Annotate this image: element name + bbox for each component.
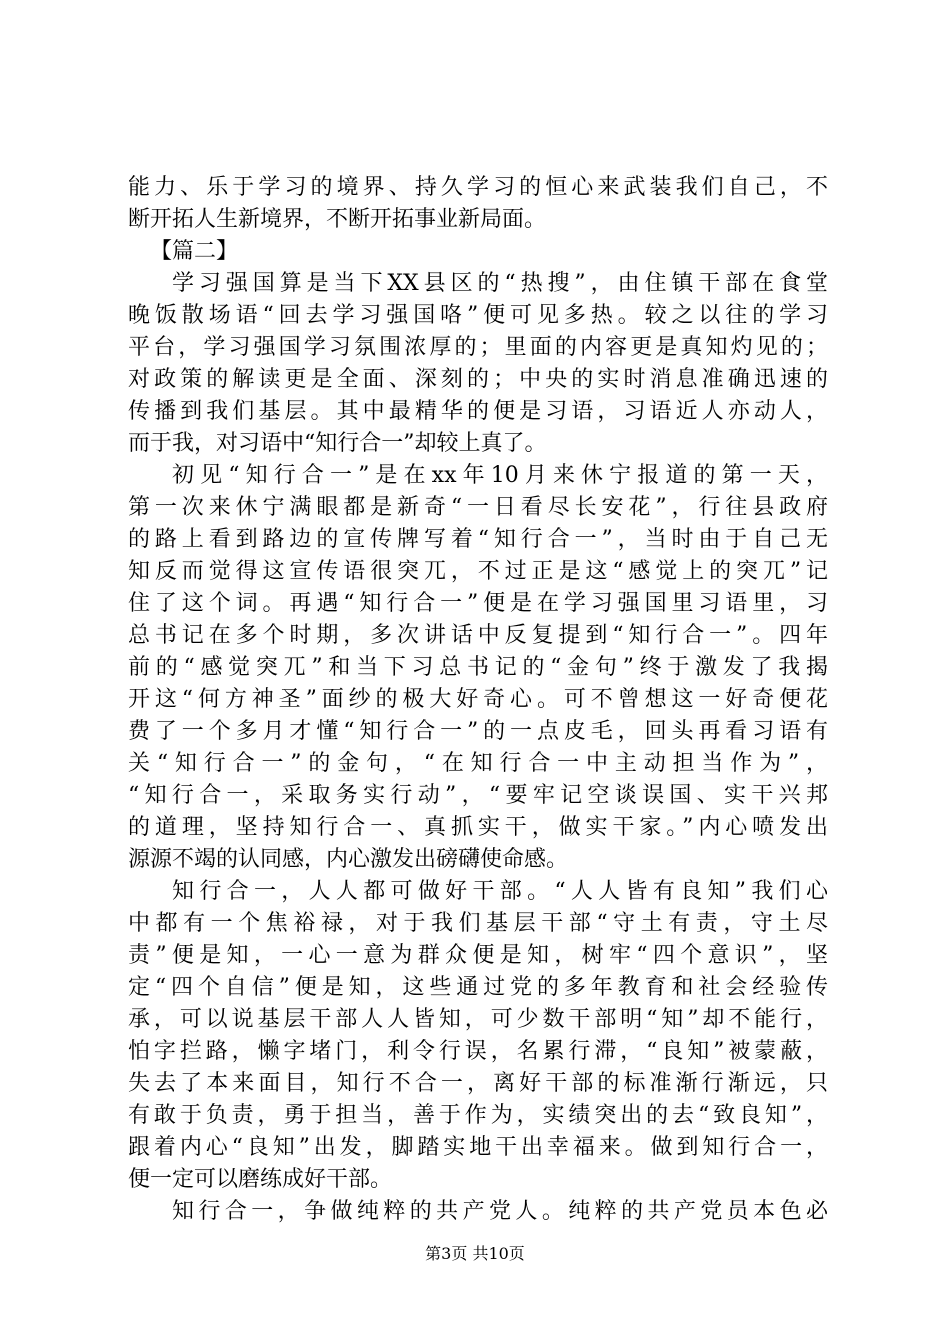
- text-line: 中都有一个焦裕禄，对于我们基层干部“守土有责，守土尽: [128, 911, 828, 936]
- text-line: 平台，学习强国学习氛围浓厚的；里面的内容更是真知灼见的；: [128, 335, 828, 360]
- text-line: 总书记在多个时期，多次讲话中反复提到“知行合一”。四年: [128, 623, 828, 648]
- text-line: 的道理，坚持知行合一、真抓实干，做实干家。”内心喷发出: [128, 815, 828, 840]
- text-line: 费了一个多月才懂“知行合一”的一点皮毛，回头再看习语有: [128, 719, 828, 744]
- text-line: 学习强国算是当下XX县区的“热搜”，由住镇干部在食堂: [172, 271, 828, 296]
- text-line: 前的“感觉突兀”和当下习总书记的“金句”终于激发了我揭: [128, 655, 828, 680]
- text-line: 的路上看到路边的宣传牌写着“知行合一”，当时由于自己无: [128, 527, 828, 552]
- text-line: 初见“知行合一”是在xx年10月来休宁报道的第一天，: [172, 463, 828, 488]
- text-line: 传播到我们基层。其中最精华的便是习语，习语近人亦动人，: [128, 399, 828, 424]
- text-line: 知行合一，争做纯粹的共产党人。纯粹的共产党员本色必: [172, 1199, 828, 1224]
- text-line: 断开拓人生新境界，不断开拓事业新局面。: [128, 207, 547, 232]
- paragraph-1: [128, 268, 828, 460]
- document-body: [128, 172, 828, 1228]
- text-line: 知反而觉得这宣传语很突兀，不过正是这“感觉上的突兀”记: [128, 559, 828, 584]
- text-line: 住了这个词。再遇“知行合一”便是在学习强国里习语里，习: [128, 591, 828, 616]
- text-line: 能力、乐于学习的境界、持久学习的恒心来武装我们自己，不: [128, 175, 828, 200]
- text-line: 有敢于负责，勇于担当，善于作为，实绩突出的去“致良知”，: [128, 1103, 828, 1128]
- text-line: 便一定可以磨练成好干部。: [128, 1167, 393, 1192]
- text-line: 跟着内心“良知”出发，脚踏实地干出幸福来。做到知行合一，: [128, 1135, 828, 1160]
- text-line: 责”便是知，一心一意为群众便是知，树牢“四个意识”，坚: [128, 943, 828, 968]
- page-footer: 第3页 共10页: [425, 1244, 525, 1263]
- text-line: 源源不竭的认同感，内心激发出磅礴使命感。: [128, 847, 569, 872]
- section-heading: 【篇二】: [150, 239, 239, 264]
- text-line: 承，可以说基层干部人人皆知，可少数干部明“知”却不能行，: [128, 1007, 828, 1032]
- paragraph-3: [128, 876, 828, 1196]
- text-line: 失去了本来面目，知行不合一，离好干部的标准渐行渐远，只: [128, 1071, 828, 1096]
- intro-paragraph: [128, 172, 828, 236]
- text-line: 怕字拦路，懒字堵门，利令行误，名累行滞，“良知”被蒙蔽，: [128, 1039, 828, 1064]
- text-line: “知行合一，采取务实行动”，“要牢记空谈误国、实干兴邦: [128, 783, 828, 808]
- text-line: 而于我，对习语中“知行合一”却较上真了。: [128, 431, 547, 456]
- text-line: 对政策的解读更是全面、深刻的；中央的实时消息准确迅速的: [128, 367, 828, 392]
- text-line: 关“知行合一”的金句，“在知行合一中主动担当作为”，: [128, 751, 828, 776]
- text-line: 第一次来休宁满眼都是新奇“一日看尽长安花”，行往县政府: [128, 495, 828, 520]
- text-line: 定“四个自信”便是知，这些通过党的多年教育和社会经验传: [128, 975, 828, 1000]
- text-line: 晚饭散场语“回去学习强国咯”便可见多热。较之以往的学习: [128, 303, 828, 328]
- paragraph-2: [128, 460, 828, 876]
- paragraph-4: [128, 1196, 828, 1228]
- text-line: 开这“何方神圣”面纱的极大好奇心。可不曾想这一好奇便花: [128, 687, 828, 712]
- text-line: 知行合一，人人都可做好干部。“人人皆有良知”我们心: [172, 879, 828, 904]
